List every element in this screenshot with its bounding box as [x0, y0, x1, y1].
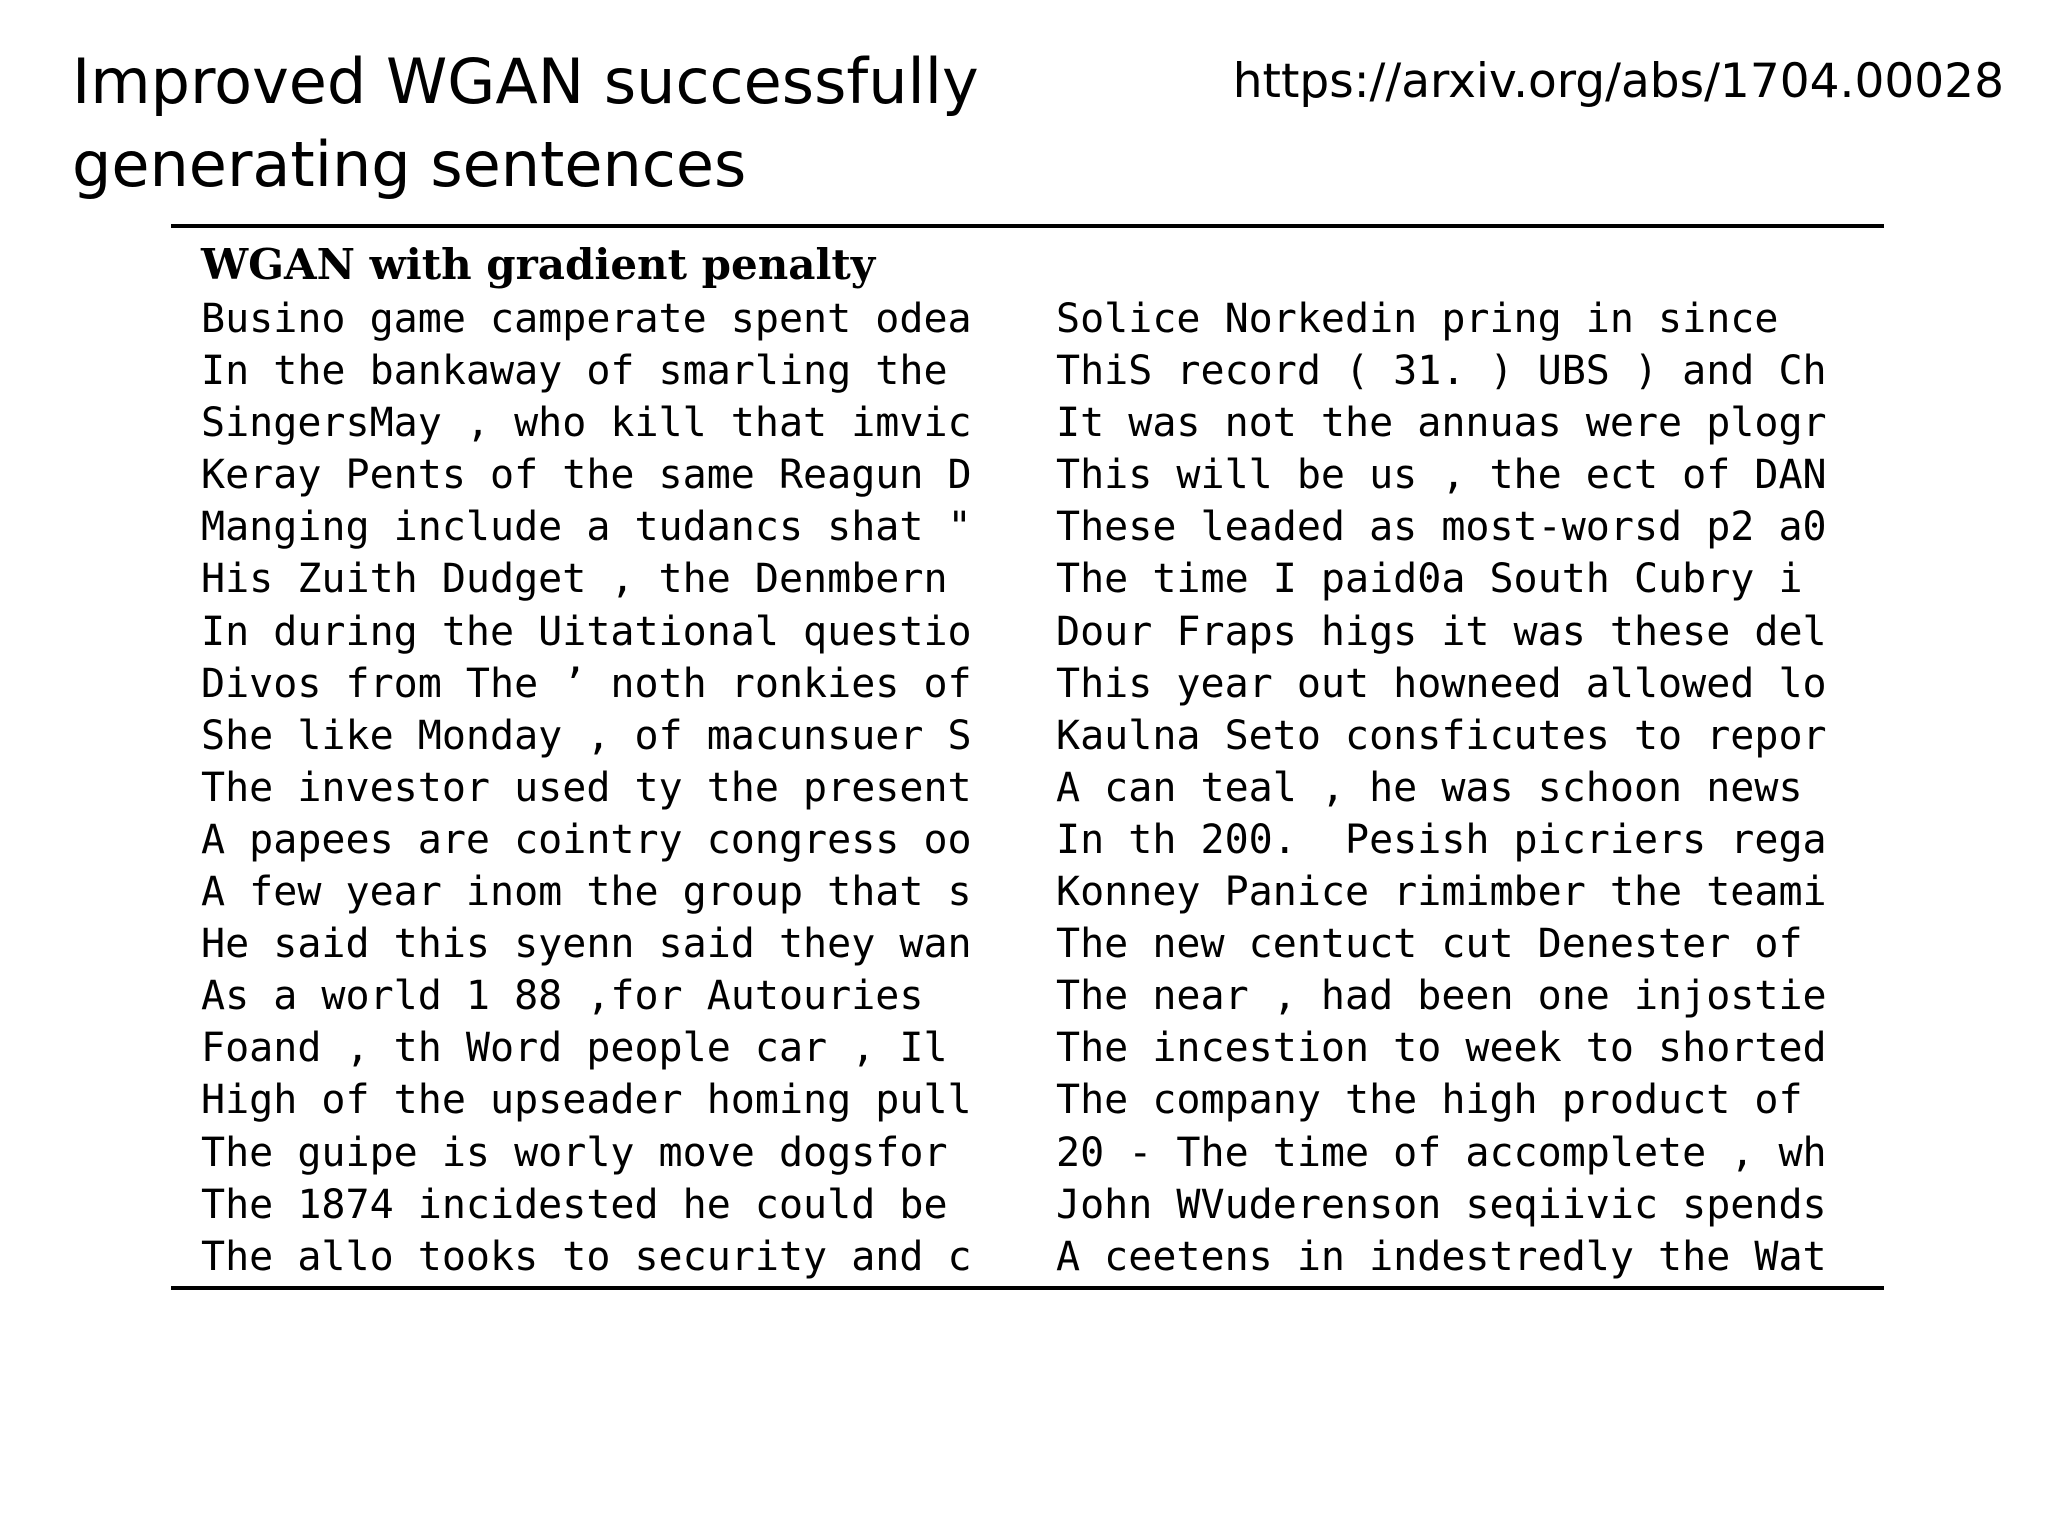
sample-sentence: A papees are cointry congress oo [201, 816, 972, 863]
sample-sentence: A can teal , he was schoon news [1056, 764, 1803, 811]
sample-sentence: A ceetens in indestredly the Wat [1056, 1233, 1827, 1280]
sample-sentence: The investor used ty the present [201, 764, 972, 811]
slide-title [72, 40, 1172, 206]
sample-sentence: In th 200. Pesish picriers rega [1056, 816, 1827, 863]
sample-sentence: 20 - The time of accomplete , wh [1056, 1129, 1827, 1176]
sample-sentence: In during the Uitational questio [201, 608, 972, 655]
sample-sentence: The company the high product of [1056, 1077, 1803, 1124]
sample-sentence: The guipe is worly move dogsfor [201, 1129, 948, 1176]
generated-samples-table [171, 224, 1884, 1290]
sample-sentence: John WVuderenson seqiivic spends [1056, 1181, 1827, 1228]
sample-sentence: Konney Panice rimimber the teami [1056, 869, 1827, 916]
sample-sentence: The incestion to week to shorted [1056, 1025, 1827, 1072]
sample-sentence: The near , had been one injostie [1056, 973, 1827, 1020]
sample-sentence: The time I paid0a South Cubry i [1056, 556, 1803, 603]
sample-sentence: His Zuith Dudget , the Denmbern [201, 556, 948, 603]
sample-sentence: In the bankaway of smarling the [201, 348, 948, 395]
sample-sentence: As a world 1 88 ,for Autouries [201, 973, 924, 1020]
table-heading: WGAN with gradient penalty [201, 240, 876, 289]
left-sample-column [201, 293, 972, 1283]
sample-sentence: Busino game camperate spent odea [201, 296, 972, 342]
sample-sentence: Divos from The ’ noth ronkies of [201, 660, 972, 707]
sample-sentence: Foand , th Word people car , Il [201, 1025, 948, 1072]
sample-sentence: She like Monday , of macunsuer S [201, 712, 972, 759]
sample-sentence: The 1874 incidested he could be [201, 1181, 948, 1228]
sample-sentence: ThiS record ( 31. ) UBS ) and Ch [1056, 348, 1827, 395]
sample-sentence: Keray Pents of the same Reagun D [201, 452, 972, 499]
sample-sentence: A few year inom the group that s [201, 869, 972, 916]
sample-sentence: SingersMay , who kill that imvic [201, 400, 972, 447]
source-url: https://arxiv.org/abs/1704.00028 [1232, 54, 2004, 109]
sample-sentence: Manging include a tudancs shat " [201, 504, 972, 551]
sample-sentence: These leaded as most-worsd p2 a0 [1056, 504, 1827, 551]
sample-sentence: The allo tooks to security and c [201, 1233, 972, 1280]
sample-sentence: Dour Fraps higs it was these del [1056, 608, 1827, 655]
sample-sentence: Kaulna Seto consficutes to repor [1056, 712, 1827, 759]
slide-title-line-1: Improved WGAN successfully [72, 45, 979, 118]
sample-sentence: It was not the annuas were plogr [1056, 400, 1827, 447]
sample-sentence: This year out howneed allowed lo [1056, 660, 1827, 707]
sample-sentence: The new centuct cut Denester of [1056, 921, 1803, 968]
sample-sentence: High of the upseader homing pull [201, 1077, 972, 1124]
sample-sentence: He said this syenn said they wan [201, 921, 972, 968]
sample-sentence: Solice Norkedin pring in since [1056, 296, 1779, 342]
right-sample-column [1056, 293, 1827, 1283]
slide-title-line-2: generating sentences [72, 128, 747, 201]
sample-sentence: This will be us , the ect of DAN [1056, 452, 1827, 499]
